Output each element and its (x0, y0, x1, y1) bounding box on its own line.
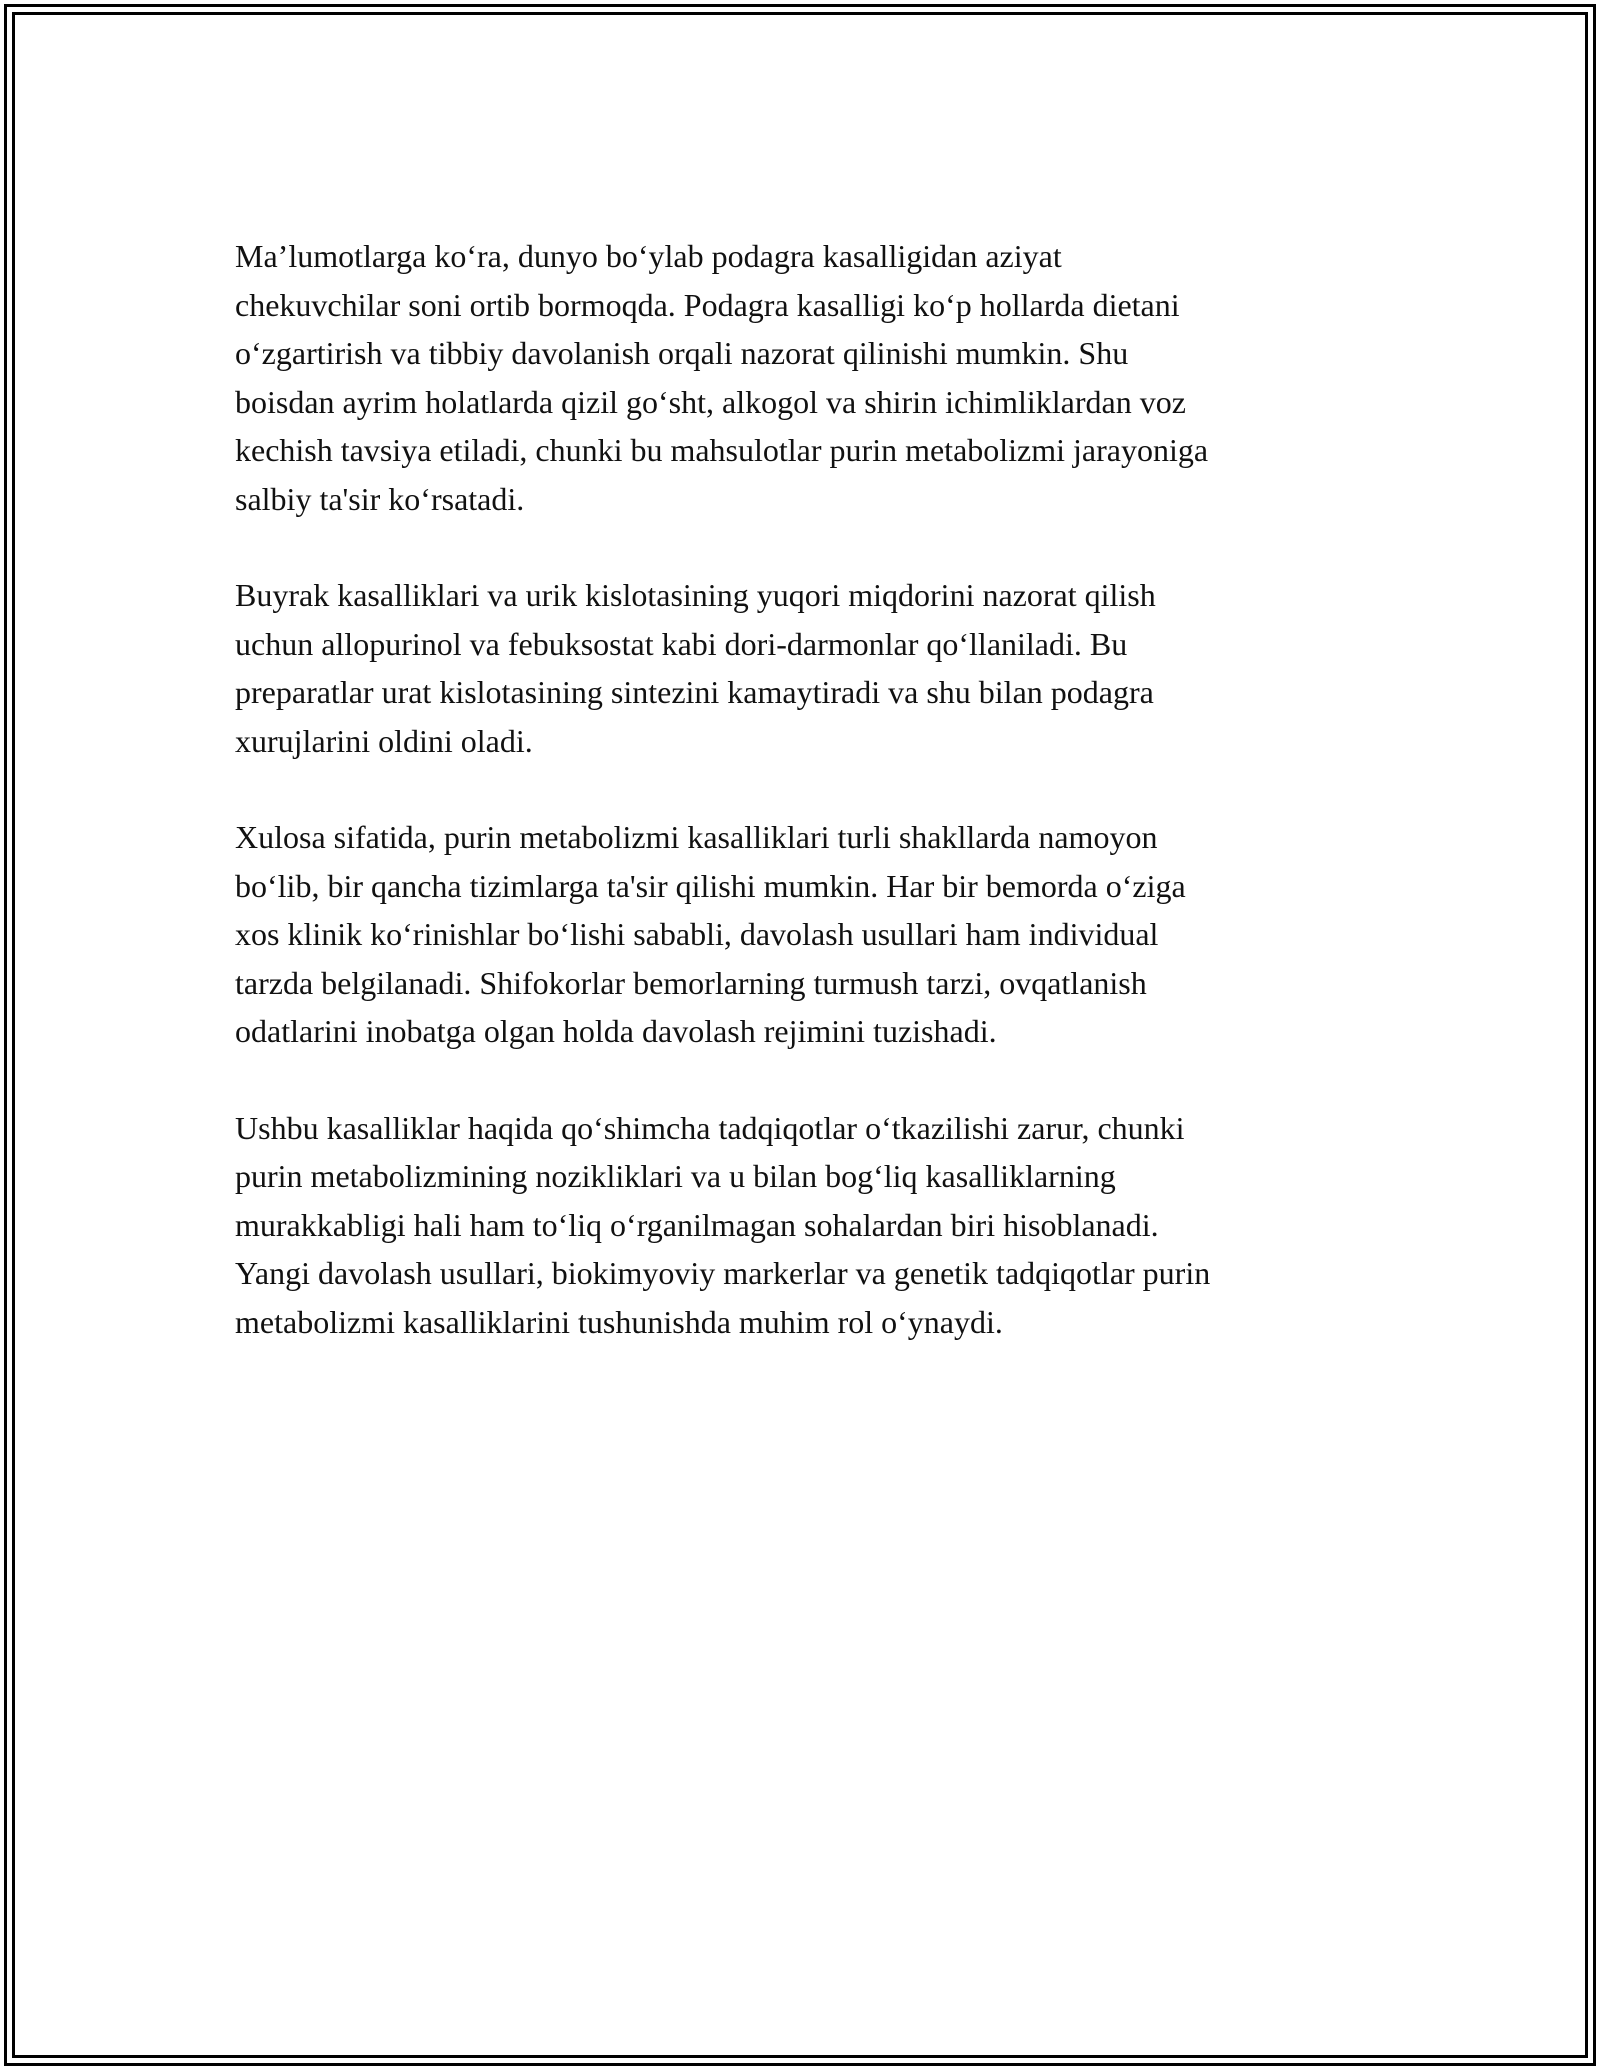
paragraph-gout-diet: Ma’lumotlarga ko‘ra, dunyo bo‘ylab podagra kasalligidan aziyat chekuvchilar soni ortib bormoqda. Podagra kasalligi ko‘p hollarda dietani o‘zgartirish va tibbiy davolanish orqali nazorat qilinishi mumkin. Shu boisdan ayrim holatlarda qizil go‘sht, alkogol va shirin ichimliklardan voz kechish tavsiya etiladi, chunki bu mahsulotlar purin metabolizmi jarayoniga salbiy ta'sir ko‘rsatadi. (235, 238, 1209, 517)
document-body (235, 232, 1375, 1394)
paragraph-further-research: Ushbu kasalliklar haqida qo‘shimcha tadqiqotlar o‘tkazilishi zarur, chunki purin metabolizmining nozikliklari va u bilan bog‘liq kasalliklarning murakkabligi hali ham to‘liq o‘rganilmagan sohalardan biri hisoblanadi. Yangi davolash usullari, biokimyoviy markerlar va genetik tadqiqotlar purin metabolizmi kasalliklarini tushunishda muhim rol o‘ynaydi. (235, 1109, 1211, 1340)
paragraph-medication: Buyrak kasalliklari va urik kislotasining yuqori miqdorini nazorat qilish uchun allopurinol va febuksostat kabi dori-darmonlar qo‘llaniladi. Bu preparatlar urat kislotasining sintezini kamaytiradi va shu bilan podagra xurujlarini oldini oladi. (235, 577, 1156, 759)
paragraph-conclusion: Xulosa sifatida, purin metabolizmi kasalliklari turli shakllarda namoyon bo‘lib, bir qancha tizimlarga ta'sir qilishi mumkin. Har bir bemorda o‘ziga xos klinik ko‘rinishlar bo‘lishi sababli, davolash usullari ham individual tarzda belgilanadi. Shifokorlar bemorlarning turmush tarzi, ovqatlanish odatlarini inobatga olgan holda davolash rejimini tuzishadi. (235, 819, 1186, 1049)
